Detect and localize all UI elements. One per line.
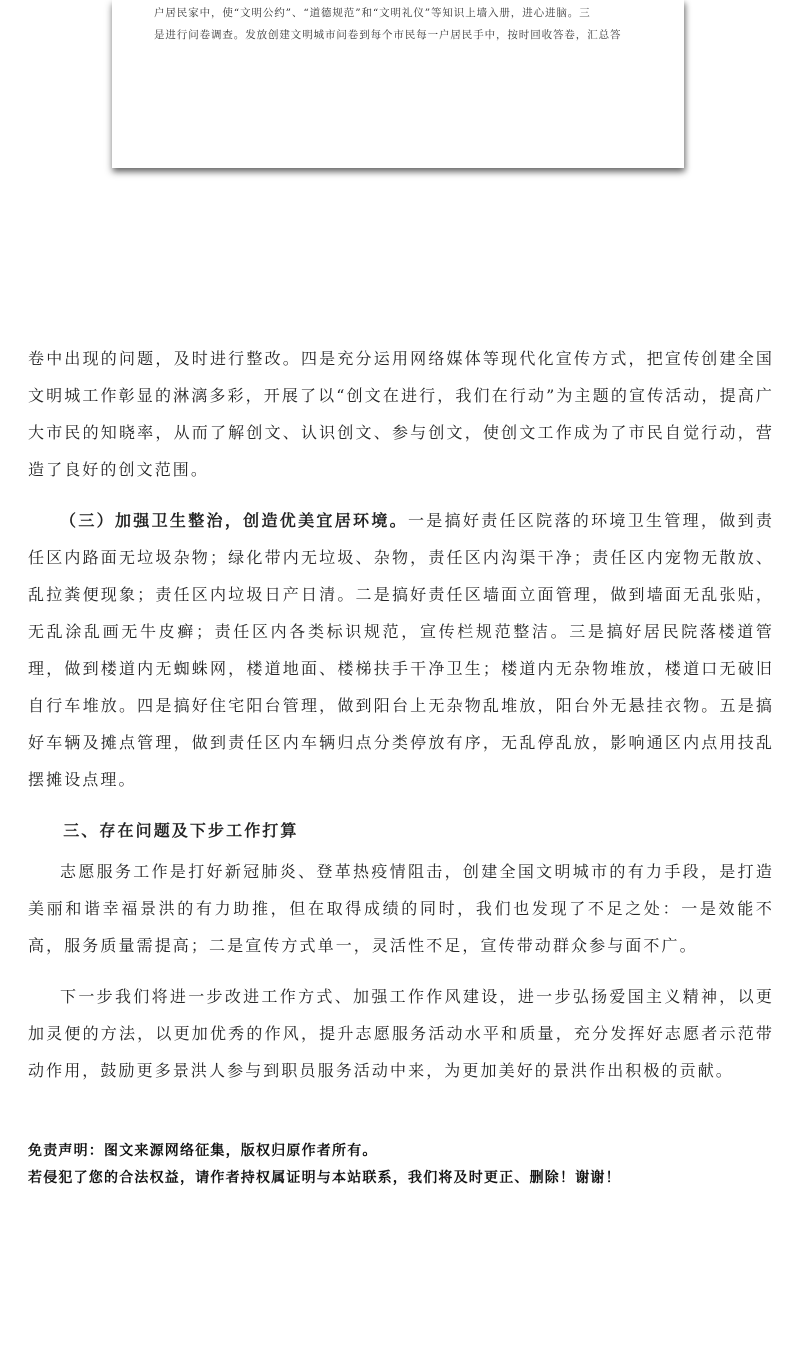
disclaimer (28, 1138, 774, 1192)
preview-text (154, 2, 646, 46)
section-heading: 三、存在问题及下步工作打算 (63, 821, 299, 840)
disclaimer-line: 若侵犯了您的合法权益，请作者持权属证明与本站联系，我们将及时更正、删除！谢谢！ (28, 1170, 621, 1186)
preview-line: 户居民家中，使“文明公约”、“道德规范”和“文明礼仪”等知识上墙入册，进心进脑。三 (154, 7, 591, 19)
paragraph-problems: 志愿服务工作是打好新冠肺炎、登革热疫情阻击，创建全国文明城市的有力手段，是打造美丽和谐幸福景洪的有力助推，但在取得成绩的同时，我们也发现了不足之处：一是效能不高，服务质量需提高；二是宣传方式单一，灵活性不足，宣传带动群众参与面不广。 (28, 862, 774, 955)
preview-line: 是进行问卷调查。发放创建文明城市问卷到每个市民每一户居民手中，按时回收答卷，汇总答 (154, 29, 622, 41)
section-body: 一是搞好责任区院落的环境卫生管理，做到责任区内路面无垃圾杂物；绿化带内无垃圾、杂物，责任区内沟渠干净；责任区内宠物无散放、乱拉粪便现象；责任区内垃圾日产日清。二是搞好责任区墙面立面管理，做到墙面无乱张贴，无乱涂乱画无牛皮癣；责任区内各类标识规范，宣传栏规范整洁。三是搞好居民院落楼道管理，做到楼道内无蜘蛛网，楼道地面、楼梯扶手干净卫生；楼道内无杂物堆放，楼道口无破旧自行车堆放。四是搞好住宅阳台管理，做到阳台上无杂物乱堆放，阳台外无悬挂衣物。五是搞好车辆及摊点管理，做到责任区内车辆归点分类停放有序，无乱停乱放，影响通区内点用技乱摆摊设点理。 (28, 511, 774, 789)
document-preview-card (112, 0, 684, 168)
paragraph-next-steps: 下一步我们将进一步改进工作方式、加强工作作风建设，进一步弘扬爱国主义精神，以更加灵便的方法，以更加优秀的作风，提升志愿服务活动水平和质量，充分发挥好志愿者示范带动作用，鼓励更多景洪人参与到职员服务活动中来，为更加美好的景洪作出积极的贡献。 (28, 987, 774, 1080)
disclaimer-line: 免责声明：图文来源网络征集，版权归原作者所有。 (28, 1143, 378, 1159)
paragraph-sanitation (28, 502, 774, 798)
paragraph-publicity: 卷中出现的问题，及时进行整改。四是充分运用网络媒体等现代化宣传方式，把宣传创建全国文明城工作彰显的淋漓多彩，开展了以“创文在进行，我们在行动”为主题的宣传活动，提高广大市民的知晓率，从而了解创文、认识创文、参与创文，使创文工作成为了市民自觉行动，营造了良好的创文范围。 (28, 349, 774, 479)
section-lead: （三）加强卫生整治，创造优美宜居环境。 (60, 511, 408, 530)
article-body (28, 340, 774, 1089)
